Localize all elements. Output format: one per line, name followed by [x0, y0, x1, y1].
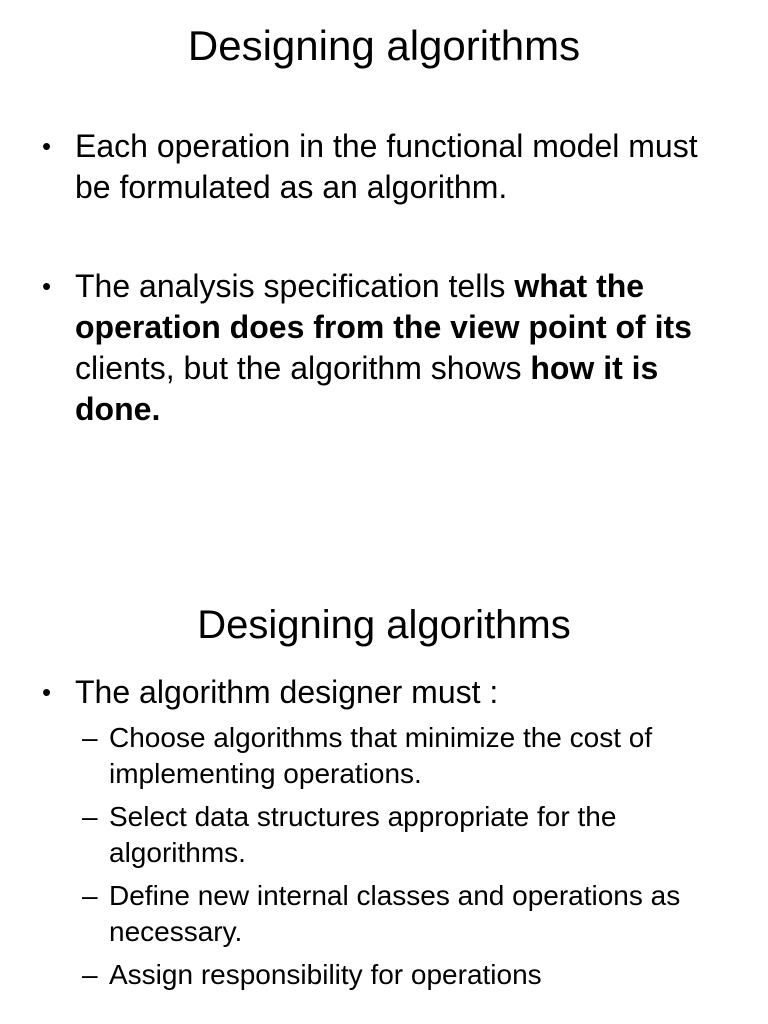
sub-bullet-text: Choose algorithms that minimize the cost of implementing operations. — [109, 722, 653, 789]
sub-bullet-text: Select data structures appropriate for the algorithms. — [109, 801, 617, 868]
sub-bullet-3 — [82, 878, 732, 950]
bullet-text-bold: what the operation does from the view point of its — [75, 268, 692, 345]
sub-bullet-text: Assign responsibility for operations — [109, 959, 542, 990]
sub-bullet-marker: – — [82, 722, 98, 753]
slide-2-bullet-1 — [42, 672, 732, 713]
slide-1-bullet-1 — [42, 126, 732, 208]
sub-bullet-marker: – — [82, 959, 98, 990]
sub-bullet-marker: – — [82, 801, 98, 832]
slide-2-title: Designing algorithms — [197, 603, 571, 647]
slide-1-title: Designing algorithms — [187, 22, 581, 69]
bullet-text — [75, 266, 732, 430]
sub-bullet-text: Define new internal classes and operations as necessary. — [109, 880, 681, 947]
sub-bullet-4 — [82, 957, 732, 993]
slide-1-bullet-2 — [42, 266, 732, 430]
bullet-text: The algorithm designer must : — [75, 674, 499, 710]
bullet-text-part: clients, but the algorithm shows — [75, 350, 531, 386]
bullet-text: Each operation in the functional model must be formulated as an algorithm. — [75, 128, 698, 205]
bullet-marker: • — [42, 271, 52, 301]
bullet-marker: • — [42, 131, 52, 161]
sub-bullet-2 — [82, 799, 732, 871]
bullet-text-part: The analysis specification tells — [75, 268, 515, 304]
slide-2 — [0, 512, 768, 1024]
bullet-marker: • — [42, 677, 52, 707]
bullet-text-bold: how it is done. — [75, 350, 659, 427]
sub-bullet-marker: – — [82, 880, 98, 911]
sub-bullet-1 — [82, 720, 732, 792]
